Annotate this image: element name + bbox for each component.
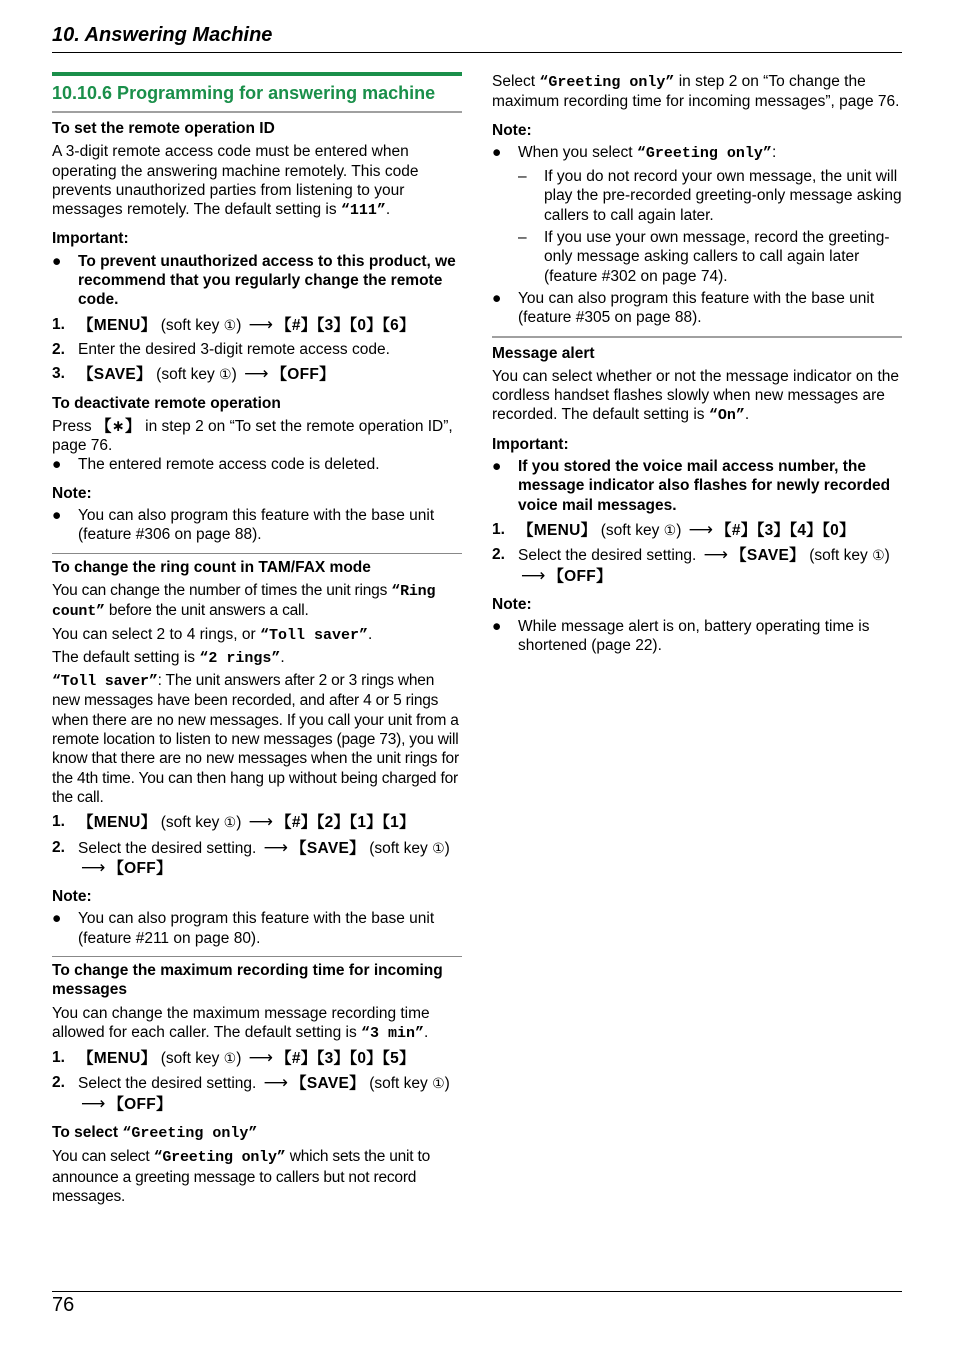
- deactivate-body: Press 【∗】 in step 2 on “To set the remote operation ID”, page 76.: [52, 417, 453, 455]
- message-alert-important: ● If you stored the voice mail access number, the message indicator also flashes for newly recorded voice mail messages.: [492, 458, 891, 514]
- divider: [492, 336, 902, 338]
- footer-rule: [52, 1291, 902, 1292]
- ring-count-note-label: Note:: [52, 888, 92, 906]
- page-number: 76: [52, 1294, 75, 1316]
- page-header-title: 10. Answering Machine: [52, 24, 273, 46]
- ring-count-step-1: 1. 【MENU】 (soft key ①) ⟶ 【#】【2】【1】【1】: [52, 812, 415, 832]
- remote-id-step-3: 3. 【SAVE】 (soft key ①) ⟶ 【OFF】: [52, 364, 335, 384]
- section-bar: [52, 72, 462, 76]
- message-alert-p1: You can select whether or not the message indicator on the cordless handset flashes slowly when new messages are recorded. The default setting is “On”.: [492, 367, 899, 425]
- left-column: [52, 72, 462, 1206]
- remote-id-step-1: 1. 【MENU】 (soft key ①) ⟶ 【#】【3】【0】【6】: [52, 314, 415, 334]
- max-time-p1: You can change the maximum message recording time allowed for each caller. The default setting is “3 min”.: [52, 1004, 430, 1042]
- greeting-only-p1: You can select “Greeting only” which sets the unit to announce a greeting message to callers but not record messages.: [52, 1148, 431, 1205]
- ring-count-p1: You can change the number of times the unit rings “Ring count” before the unit answers a call.: [52, 581, 436, 621]
- message-alert-heading: Message alert: [492, 344, 595, 362]
- greeting-note-label: Note:: [492, 121, 532, 139]
- ring-count-p3: The default setting is “2 rings”.: [52, 648, 285, 667]
- ring-count-heading: To change the ring count in TAM/FAX mode: [52, 558, 371, 576]
- remote-id-heading: To set the remote operation ID: [52, 120, 275, 137]
- max-time-heading: To change the maximum recording time for incoming messages: [52, 961, 443, 999]
- greeting-note-dash-1: – If you do not record your own message, the unit will play the pre-recorded greeting-only message asking callers to call again later.: [518, 168, 902, 224]
- ring-count-p2: You can select 2 to 4 rings, or “Toll saver”.: [52, 625, 373, 644]
- deactivate-bullet: ● The entered remote access code is deleted.: [52, 456, 380, 474]
- greeting-note-dash-2: – If you use your own message, record the greeting-only message asking callers to call again later (feature #302 on page 74).: [518, 229, 890, 285]
- deactivate-note: ● You can also program this feature with the base unit (feature #306 on page 88).: [52, 507, 435, 544]
- divider: [52, 956, 462, 957]
- divider: [52, 553, 462, 554]
- greeting-note-bullet-2: ● You can also program this feature with the base unit (feature #305 on page 88).: [492, 289, 875, 327]
- remote-id-body: A 3-digit remote access code must be entered when operating the answering machine remotely. This code prevents unauthorized parties from listening to your messages remotely. The default setting is “111”.: [52, 143, 419, 220]
- deactivate-note-label: Note:: [52, 484, 92, 502]
- message-alert-note-label: Note:: [492, 595, 532, 613]
- important-bullet: ● To prevent unauthorized access to this product, we recommend that you regularly change the remote code.: [52, 252, 456, 309]
- important-label: Important:: [52, 230, 129, 248]
- greeting-note-bullet-1: ● When you select “Greeting only”:: [492, 143, 777, 162]
- section-title: 10.10.6 Programming for answering machine: [52, 83, 436, 103]
- deactivate-heading: To deactivate remote operation: [52, 394, 281, 412]
- message-alert-step-2: 2. Select the desired setting. ⟶ 【SAVE】 (soft key ①) ⟶ 【OFF】: [492, 545, 890, 585]
- greeting-only-p2: Select “Greeting only” in step 2 on “To change the maximum recording time for incoming messages”, page 76.: [492, 73, 900, 111]
- remote-id-step-2: 2. Enter the desired 3-digit remote access code.: [52, 340, 390, 358]
- ring-count-p4: “Toll saver”: The unit answers after 2 or 3 rings when new messages have been recorded, and after 4 or 5 rings when there are no new messages. If you call your unit from a remote location to listen to new messages (page 73), you will know that there are no new messages when the unit rings for the 4th time. You can then hang up without being charged for the call.: [52, 672, 459, 806]
- right-column: [492, 72, 902, 660]
- greeting-only-heading: To select “Greeting only”: [52, 1124, 258, 1143]
- message-alert-note: ● While message alert is on, battery operating time is shortened (page 22).: [492, 618, 870, 655]
- header-rule: [52, 52, 902, 53]
- message-alert-step-1: 1. 【MENU】 (soft key ①) ⟶ 【#】【3】【4】【0】: [492, 519, 855, 539]
- section-rule: [52, 111, 462, 113]
- max-time-step-1: 1. 【MENU】 (soft key ①) ⟶ 【#】【3】【0】【5】: [52, 1048, 415, 1068]
- ring-count-step-2: 2. Select the desired setting. ⟶ 【SAVE】 (soft key ①) ⟶ 【OFF】: [52, 837, 450, 877]
- max-time-step-2: 2. Select the desired setting. ⟶ 【SAVE】 (soft key ①) ⟶ 【OFF】: [52, 1073, 450, 1113]
- message-alert-important-label: Important:: [492, 435, 569, 453]
- ring-count-note: ● You can also program this feature with the base unit (feature #211 on page 80).: [52, 910, 435, 947]
